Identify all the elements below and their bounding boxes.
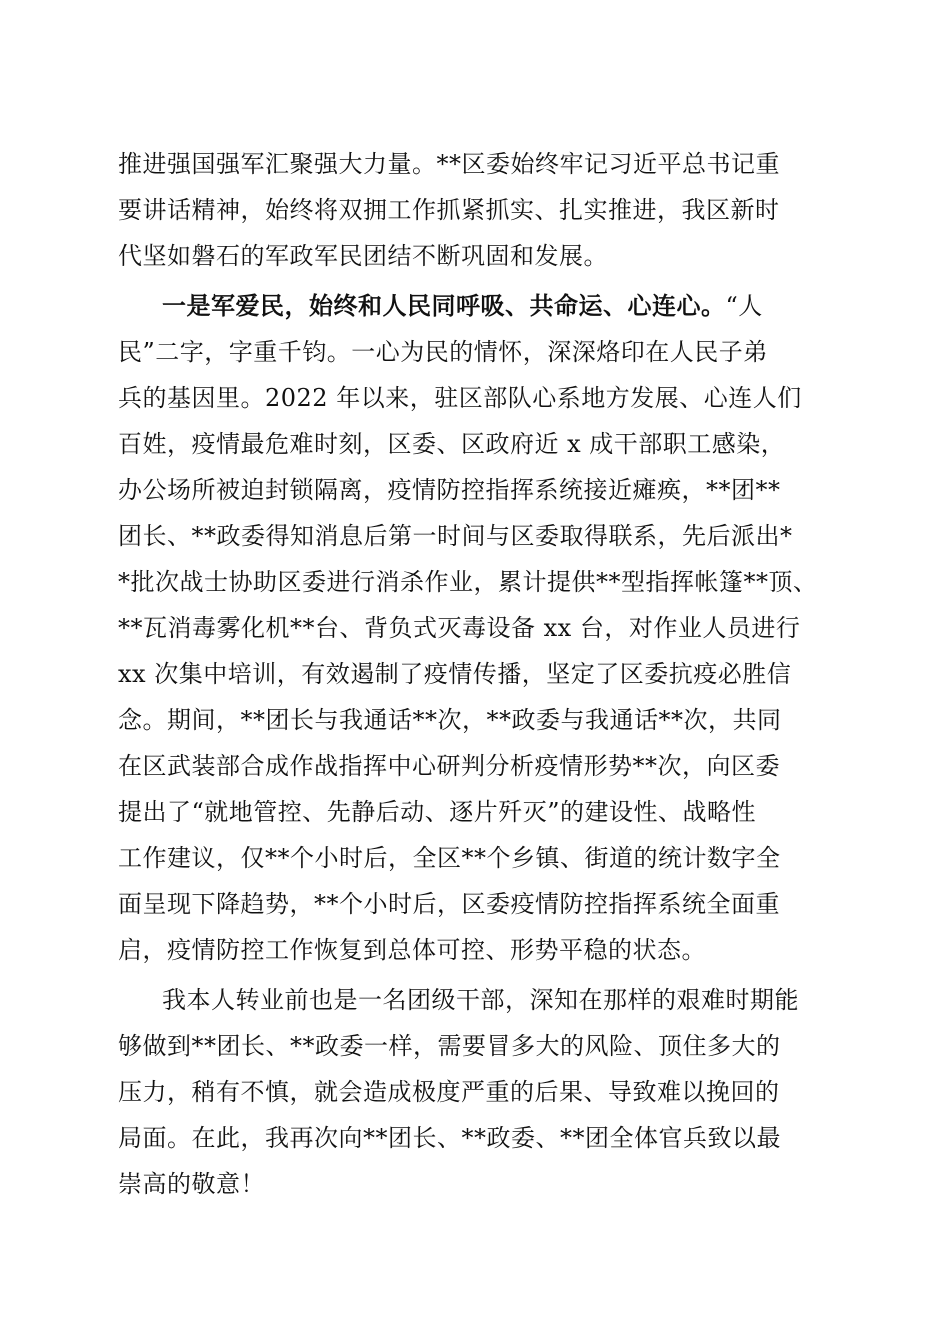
text-fragment: “人 [725, 292, 763, 320]
text-line: 办公场所被迫封锁隔离，疫情防控指挥系统接近瘫痪，**团** [118, 476, 781, 504]
text-line: 兵的基因里。2022 年以来，驻区部队心系地方发展、心连人们 [118, 384, 802, 412]
text-line: 要讲话精神，始终将双拥工作抓紧抓实、扎实推进，我区新时 [118, 196, 780, 224]
text-line: 够做到**团长、**政委一样，需要冒多大的风险、顶住多大的 [118, 1032, 781, 1060]
text-line: 启，疫情防控工作恢复到总体可控、形势平稳的状态。 [118, 936, 706, 964]
text-line: 我本人转业前也是一名团级干部，深知在那样的艰难时期能 [162, 986, 799, 1014]
paragraph-2 [118, 283, 830, 973]
text-line: 推进强国强军汇聚强大力量。**区委始终牢记习近平总书记重 [118, 150, 780, 178]
text-line: 工作建议，仅**个小时后，全区**个乡镇、街道的统计数字全 [118, 844, 781, 872]
text-line: 提出了“就地管控、先静后动、逐片歼灭”的建设性、战略性 [118, 798, 757, 826]
text-line: **瓦消毒雾化机**台、背负式灭毒设备 xx 台，对作业人员进行 [118, 614, 801, 642]
text-line: 念。期间，**团长与我通话**次，**政委与我通话**次，共同 [118, 706, 782, 734]
paragraph-heading: 一是军爱民，始终和人民同呼吸、共命运、心连心。 [162, 291, 726, 320]
document-body [118, 141, 830, 1207]
text-line [118, 283, 830, 329]
text-line: 百姓，疫情最危难时刻，区委、区政府近 x 成干部职工感染， [118, 430, 786, 458]
text-line: 团长、**政委得知消息后第一时间与区委取得联系，先后派出* [118, 522, 793, 550]
text-line: 面呈现下降趋势，**个小时后，区委疫情防控指挥系统全面重 [118, 890, 780, 918]
text-line: 局面。在此，我再次向**团长、**政委、**团全体官兵致以最 [118, 1124, 781, 1152]
paragraph-3 [118, 977, 830, 1207]
paragraph-1 [118, 141, 830, 279]
text-line: 代坚如磐石的军政军民团结不断巩固和发展。 [118, 242, 608, 270]
text-line: 压力，稍有不慎，就会造成极度严重的后果、导致难以挽回的 [118, 1078, 780, 1106]
text-line: xx 次集中培训，有效遏制了疫情传播，坚定了区委抗疫必胜信 [118, 660, 792, 688]
text-line: 崇高的敬意！ [118, 1170, 265, 1198]
text-line: *批次战士协助区委进行消杀作业，累计提供**型指挥帐篷**顶、 [118, 568, 818, 596]
text-line: 民”二字，字重千钧。一心为民的情怀，深深烙印在人民子弟 [118, 338, 768, 366]
text-line: 在区武装部合成作战指挥中心研判分析疫情形势**次，向区委 [118, 752, 780, 780]
